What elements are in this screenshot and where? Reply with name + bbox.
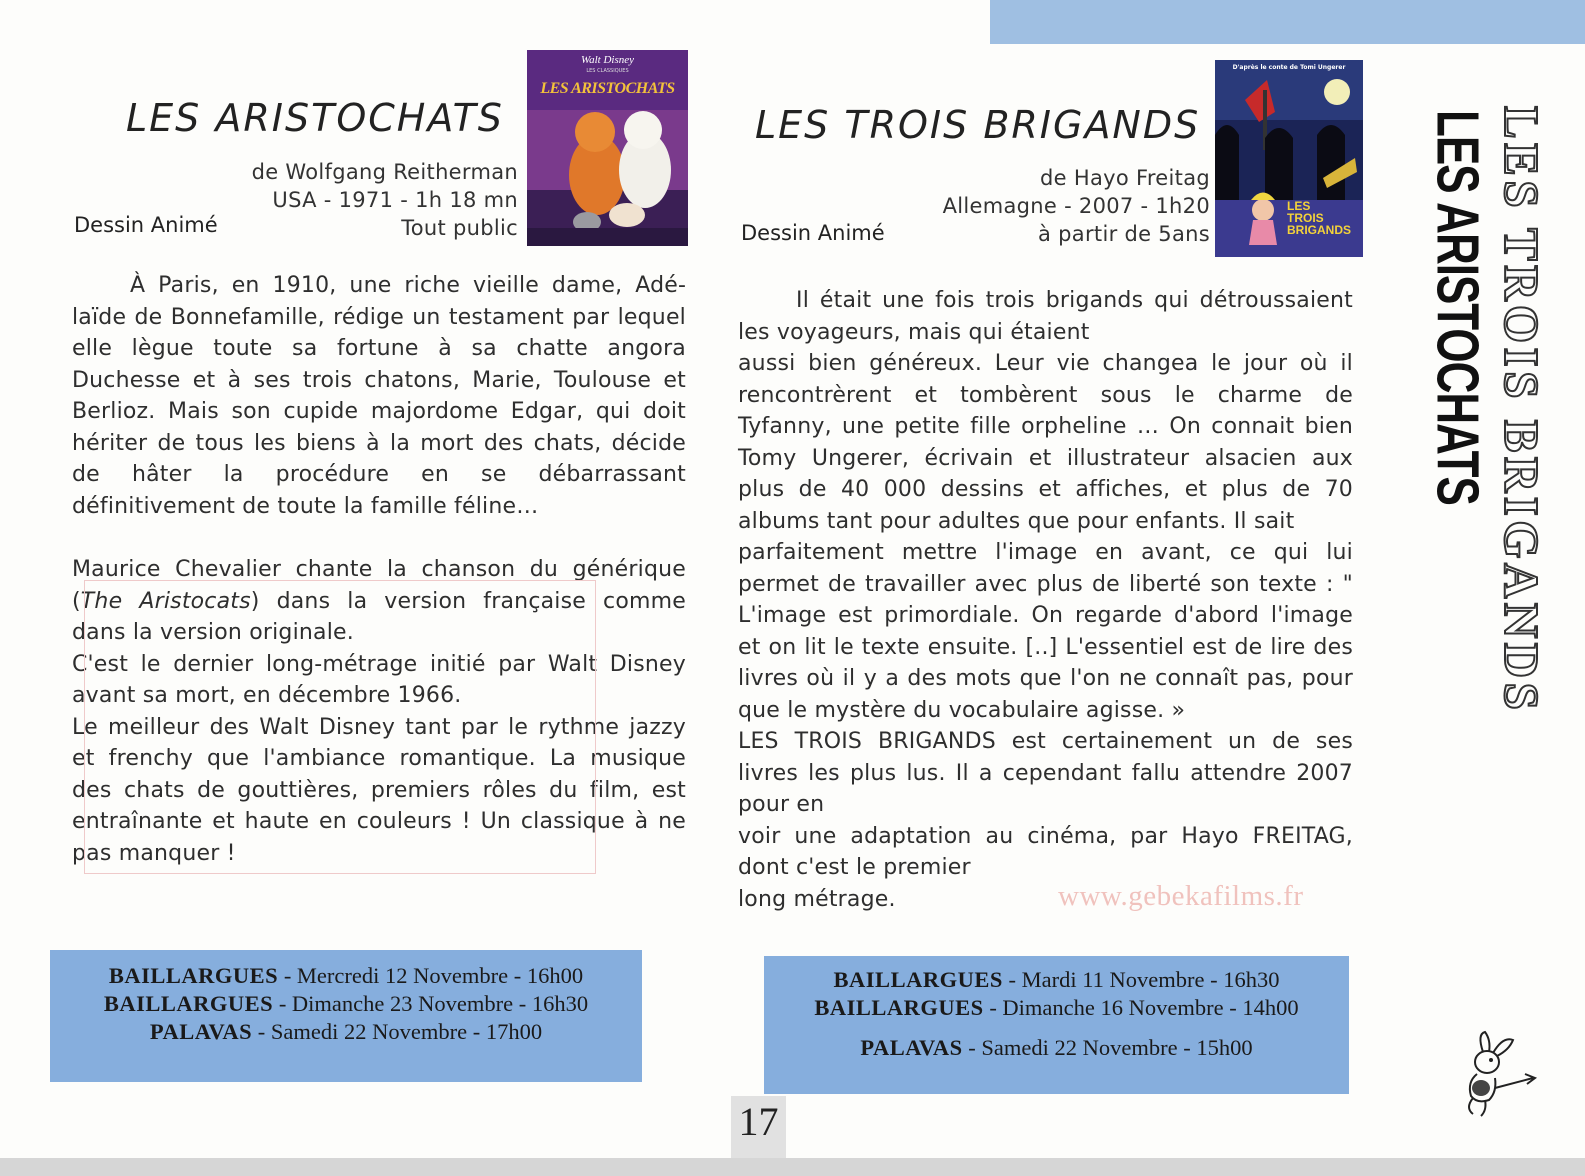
left-film-director: de Wolfgang Reitherman	[251, 160, 518, 184]
right-synopsis-para: Il était une fois trois brigands qui détroussaient les voyageurs, mais qui étaient	[738, 288, 1353, 345]
left-screening-row: PALAVAS - Samedi 22 Novembre - 17h00	[149, 1019, 543, 1044]
left-film-genre: Dessin Animé	[74, 213, 218, 237]
left-screening-row: BAILLARGUES - Dimanche 23 Novembre - 16h30	[103, 991, 589, 1016]
left-film-screenings	[50, 950, 642, 1082]
right-synopsis-para: voir une adaptation au cinéma, par Hayo FREITAG, dont c'est le premier	[738, 823, 1353, 880]
right-poster-tagline: D'après le conte de Tomi Ungerer	[1232, 64, 1346, 71]
left-film-credits	[230, 158, 518, 242]
top-color-band	[990, 0, 1585, 44]
left-poster-title: LES ARISTOCHATS	[540, 80, 675, 97]
right-synopsis-para: long métrage.	[738, 886, 896, 912]
right-film-origin: Allemagne - 2007 - 1h20	[942, 194, 1210, 218]
right-film-director: de Hayo Freitag	[1040, 166, 1210, 190]
left-film-origin: USA - 1971 - 1h 18 mn	[272, 188, 518, 212]
left-poster-brand: Walt Disney	[580, 54, 635, 66]
right-poster-title: LES TROIS BRIGANDS	[1287, 199, 1352, 237]
right-screening-row: BAILLARGUES - Mardi 11 Novembre - 16h30	[833, 967, 1280, 992]
right-film-screenings	[764, 956, 1349, 1094]
left-note-1a: Maurice Chevalier chante la chanson du générique (	[72, 557, 686, 614]
bottom-strip	[0, 1158, 1585, 1176]
side-title-outline: LES TROIS BRIGANDS	[1494, 106, 1549, 715]
faint-frame	[84, 580, 596, 874]
right-film-audience: à partir de 5ans	[1038, 222, 1210, 246]
right-synopsis-para: LES TROIS BRIGANDS est certainement un de ses livres les plus lus. Il a cependant fallu attendre 2007 pour en	[738, 729, 1353, 817]
rabbit-doodle-icon	[1455, 1030, 1545, 1120]
left-note-1b: ) dans la version française comme dans la version originale.	[72, 588, 686, 645]
right-synopsis-para: parfaitement mettre l'image en avant, ce qui lui permet de travailler avec plus de liberté son texte : " L'image est primordiale. On regarde d'abord l'image et on lit le texte ensuite. [..] L'essentiel est de lire des livres où il y a des mots que l'on ne connaît pas, pour que le mystère du vocabulaire agisse. »	[738, 540, 1353, 723]
right-film-credits	[890, 164, 1210, 248]
left-note-1-italic-title: The Aristocats	[80, 588, 251, 614]
left-film-title: LES ARISTOCHATS	[126, 96, 504, 140]
left-film-note-3: Le meilleur des Walt Disney tant par le rythme jazzy et frenchy que l'ambiance romantique. La musique des chats de gouttières, premiers rôles du film, est entraînante et haute en couleurs ! Un classique à ne pas manquer !	[72, 714, 686, 866]
left-film-audience: Tout public	[401, 216, 518, 240]
left-screening-row: BAILLARGUES - Mercredi 12 Novembre - 16h00	[108, 963, 584, 988]
right-film-poster	[1215, 60, 1363, 257]
left-poster-subtitle: LES CLASSIQUES	[586, 68, 629, 74]
left-film-poster	[527, 50, 688, 246]
page-number: 17	[731, 1096, 786, 1158]
side-title-bold: LES ARISTOCHATS	[1423, 110, 1490, 505]
left-film-note-2: C'est le dernier long-métrage initié par Walt Disney avant sa mort, en décembre 1966.	[72, 651, 686, 708]
right-film-genre: Dessin Animé	[741, 221, 885, 245]
right-film-synopsis-block	[738, 285, 1353, 915]
right-screening-row: BAILLARGUES - Dimanche 16 Novembre - 14h00	[814, 995, 1299, 1020]
left-film-synopsis: À Paris, en 1910, une riche vieille dame, Adélaïde de Bonnefamille, rédige un testament par lequel elle lègue toute sa fortune à sa chatte angora Duchesse et à ses trois chatons, Marie, Toulouse et Berlioz. Mais son cupide majordome Edgar, qui doit hériter de tous les biens à la mort des chats, décide de hâter la procédure en se débarrassant définitivement de toute la famille féline…	[72, 273, 686, 519]
right-film-title: LES TROIS BRIGANDS	[755, 103, 1201, 147]
website-watermark: www.gebekafilms.fr	[1058, 880, 1304, 912]
right-synopsis-para: aussi bien généreux. Leur vie changea le jour où il rencontrèrent et tombèrent sous le charme de Tyfanny, une petite fille orpheline … On connait bien Tomy Ungerer, écrivain et illustrateur alsacien aux plus de 40 000 dessins et affiches, et plus de 70 albums tant pour adultes que pour enfants. Il sait	[738, 351, 1353, 534]
right-screening-row: PALAVAS - Samedi 22 Novembre - 15h00	[860, 1035, 1253, 1060]
